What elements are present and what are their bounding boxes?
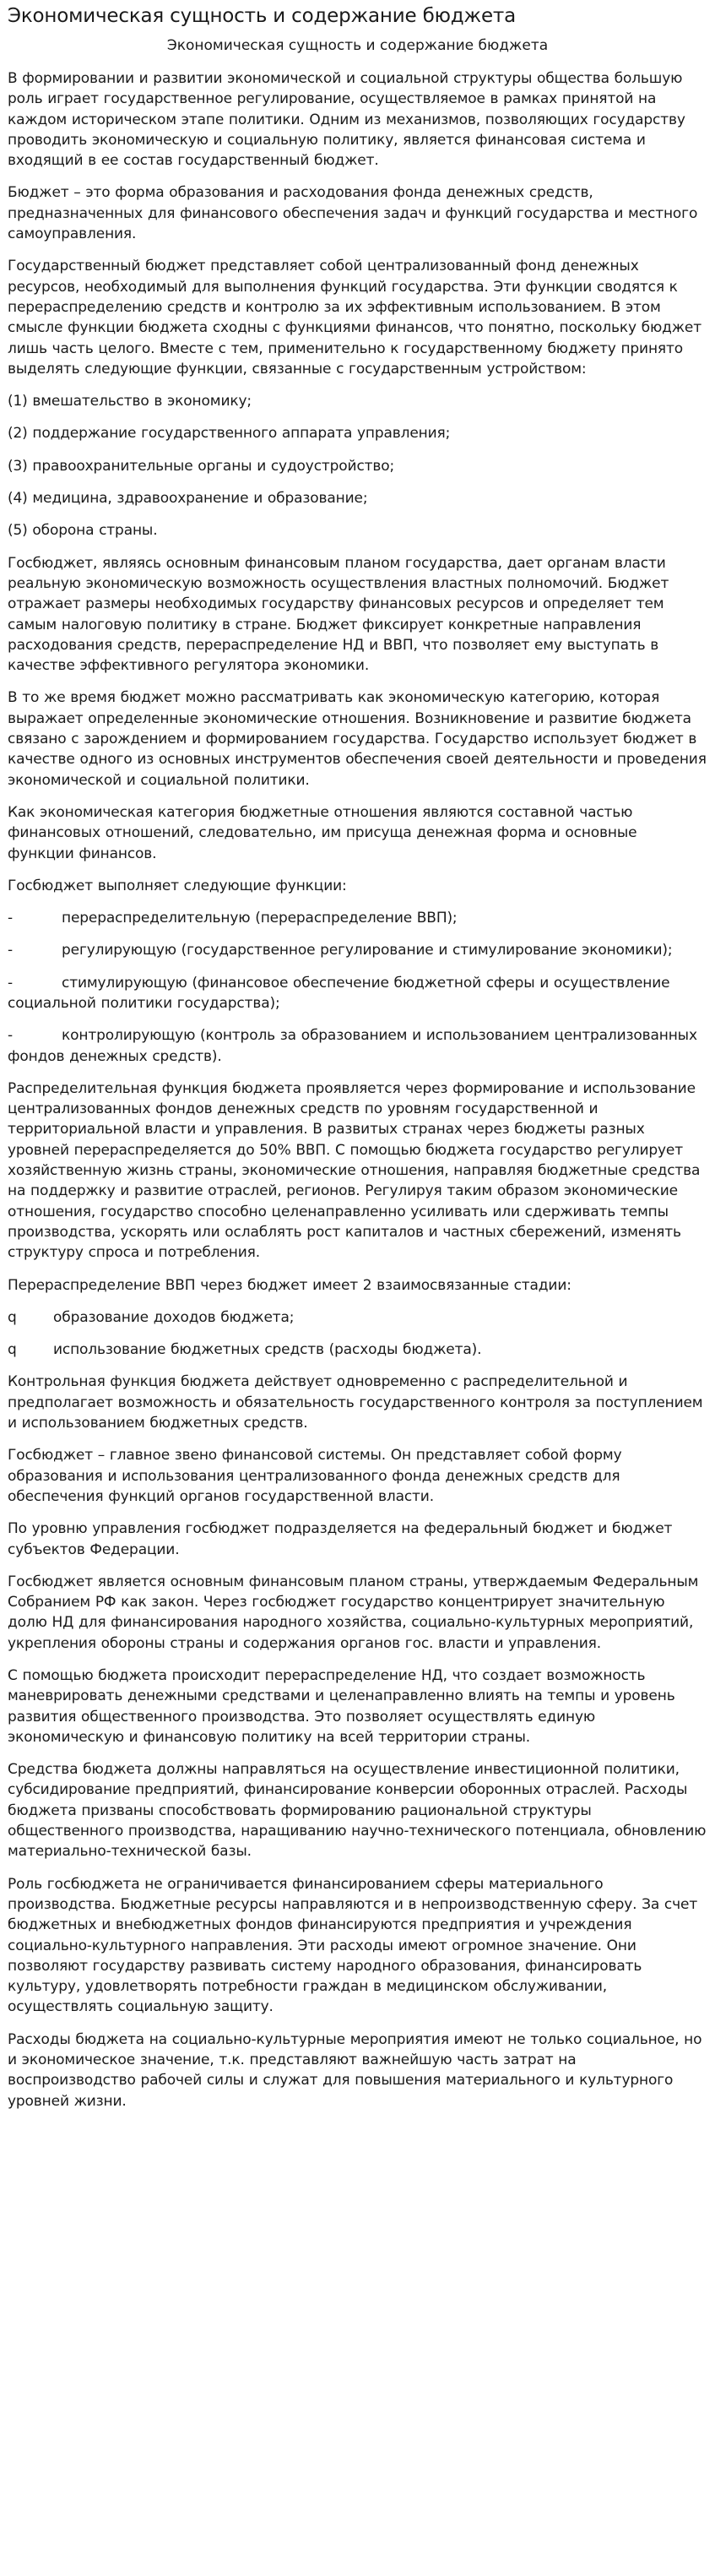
list-marker: -	[8, 1027, 13, 1045]
page-title: Экономическая сущность и содержание бюджета	[8, 5, 516, 27]
article-body	[8, 68, 707, 2111]
list-item-text: стимулирующую (финансовое обеспечение бюджетной сферы и осуществление социальной политики государства);	[8, 974, 670, 1012]
paragraph: Расходы бюджета на социально-культурные мероприятия имеют не только социальное, но и экономическое значение, т.к. представляют важнейшую часть затрат на воспроизводство рабочей силы и служат для повышения материального и культурного уровней жизни.	[8, 2030, 702, 2110]
paragraph: Госбюджет является основным финансовым планом страны, утверждаемым Федеральным Собранием РФ как закон. Через госбюджет государство концентрирует значительную долю НД для финансирования народного хозяйства, социально-культурных мероприятий, укрепления обороны страны и содержания органов гос. власти и управления.	[8, 1573, 699, 1652]
paragraph: (3) правоохранительные органы и судоустройство;	[8, 457, 395, 475]
paragraph: В то же время бюджет можно рассматривать как экономическую категорию, которая выражает определенные экономические отношения. Возникновение и развитие бюджета связано с зарождением и формированием государства. Государство использует бюджет в качестве одного из основных инструментов обеспечения своей деятельности и проведения экономической и социальной политики.	[8, 689, 707, 789]
paragraph: Средства бюджета должны направляться на осуществление инвестиционной политики, субсидирование предприятий, финансирование конверсии оборонных отраслей. Расходы бюджета призваны способствовать формированию рациональной структуры общественного производства, наращиванию научно-технического потенциала, обновлению материально-технической базы.	[8, 1761, 707, 1861]
list-item	[8, 973, 707, 1014]
paragraph: По уровню управления госбюджет подразделяется на федеральный бюджет и бюджет субъектов Федерации.	[8, 1520, 673, 1558]
paragraph: Контрольная функция бюджета действует одновременно с распределительной и предполагает возможность и обязательность государственного контроля за поступлением и использованием бюджетных средств.	[8, 1373, 703, 1432]
list-item-text: перераспределительную (перераспределение ВВП);	[62, 910, 458, 927]
paragraph: Перераспределение ВВП через бюджет имеет 2 взаимосвязанные стадии:	[8, 1276, 571, 1294]
page-subtitle: Экономическая сущность и содержание бюджета	[166, 37, 549, 54]
paragraph: Как экономическая категория бюджетные отношения являются составной частью финансовых отношений, следовательно, им присуща денежная форма и основные функции финансов.	[8, 803, 637, 862]
paragraph: С помощью бюджета происходит перераспределение НД, что создает возможность маневрировать денежными средствами и целенаправленно влиять на темпы и уровень развития общественного производства. Это позволяет осуществлять единую экономическую и финансовую политику на всей территории страны.	[8, 1667, 675, 1746]
list-item-text: образование доходов бюджета;	[53, 1308, 295, 1326]
list-item-text: регулирующую (государственное регулирование и стимулирование экономики);	[62, 942, 673, 959]
paragraph: Госбюджет – главное звено финансовой системы. Он представляет собой форму образования и использования централизованного фонда денежных средств для обеспечения функций органов государственной власти.	[8, 1447, 622, 1505]
paragraph: В формировании и развитии экономической и социальной структуры общества большую роль играет государственное регулирование, осуществляемое в рамках принятой на каждом историческом этапе политики. Одним из механизмов, позволяющих государству проводить экономическую и социальную политику, является финансовая система и входящий в ее состав государственный бюджет.	[8, 70, 685, 170]
paragraph: (4) медицина, здравоохранение и образование;	[8, 490, 368, 508]
list-item	[8, 940, 707, 960]
list-marker: q	[8, 1308, 17, 1326]
paragraph: Государственный бюджет представляет собой централизованный фонд денежных ресурсов, необходимый для выполнения функций государства. Эти функции сводятся к перераспределению средств и контролю за их эффективным использованием. В этом смысле функции бюджета сходны с функциями финансов, что понятно, поскольку бюджет лишь часть целого. Вместе с тем, применительно к государственному бюджету принято выделять следующие функции, связанные с государственным устройством:	[8, 258, 701, 378]
list-item	[8, 908, 707, 928]
paragraph: Госбюджет выполняет следующие функции:	[8, 877, 347, 894]
paragraph: (1) вмешательство в экономику;	[8, 393, 252, 410]
paragraph: Распределительная функция бюджета проявляется через формирование и использование централизованных фондов денежных средств по уровням государственной и территориальной власти и управления. В развитых странах через бюджеты разных уровней перераспределяется до 50% ВВП. С помощью бюджета государство регулирует хозяйственную жизнь страны, экономические отношения, направляя бюджетные средства на поддержку и развитие отраслей, регионов. Регулируя таким образом экономические отношения, государство способно целенаправленно усиливать или сдерживать темпы производства, ускорять или ослаблять рост капиталов и частных сбережений, изменять структуру спроса и потребления.	[8, 1079, 701, 1262]
list-item-text: использование бюджетных средств (расходы бюджета).	[53, 1341, 482, 1359]
paragraph: Госбюджет, являясь основным финансовым планом государства, дает органам власти реальную экономическую возможность осуществления властных полномочий. Бюджет отражает размеры необходимых государству финансовых ресурсов и определяет тем самым налоговую политику в стране. Бюджет фиксирует конкретные направления расходования средств, перераспределение НД и ВВП, что позволяет ему выступать в качестве эффективного регулятора экономики.	[8, 554, 669, 675]
paragraph: Бюджет – это форма образования и расходования фонда денежных средств, предназначенных для финансового обеспечения задач и функций государства и местного самоуправления.	[8, 184, 698, 243]
list-marker: -	[8, 974, 13, 992]
list-item	[8, 1025, 707, 1067]
paragraph: (5) оборона страны.	[8, 522, 158, 540]
list-marker: -	[8, 942, 13, 959]
paragraph: (2) поддержание государственного аппарата управления;	[8, 425, 451, 443]
list-marker: -	[8, 910, 13, 927]
list-item	[8, 1307, 707, 1328]
list-marker: q	[8, 1341, 17, 1359]
list-item-text: контролирующую (контроль за образованием и использованием централизованных фондов денежных средств).	[8, 1027, 697, 1065]
paragraph: Роль госбюджета не ограничивается финансированием сферы материального производства. Бюджетные ресурсы направляются и в непроизводственную сферу. За счет бюджетных и внебюджетных фондов финансируются предприятия и учреждения социально-культурного направления. Эти расходы имеют огромное значение. Они позволяют государству развивать систему народного образования, финансировать культуру, удовлетворять потребности граждан в медицинском обслуживании, осуществлять социальную защиту.	[8, 1875, 698, 2016]
list-item	[8, 1340, 707, 1360]
